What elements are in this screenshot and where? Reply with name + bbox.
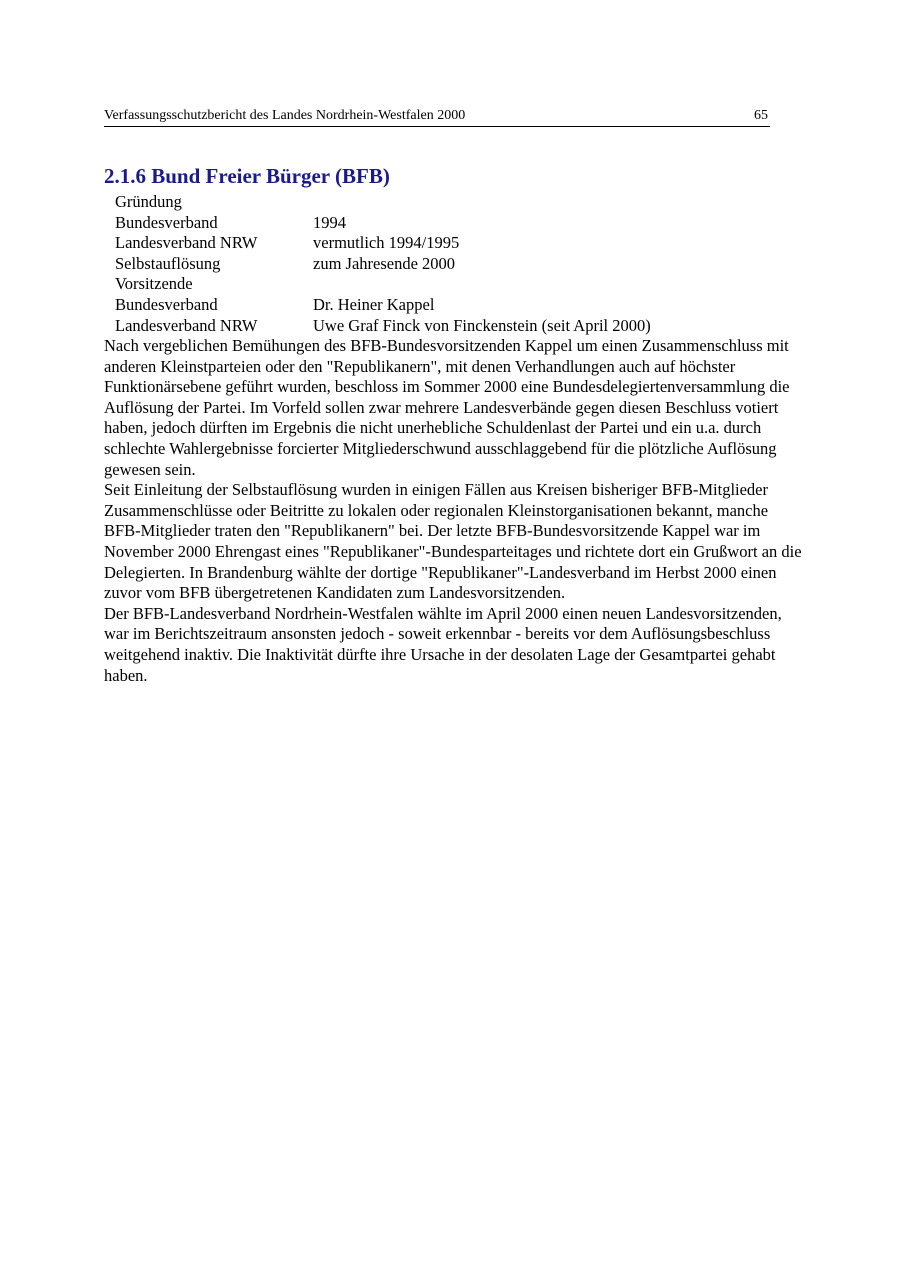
facts-row	[115, 254, 651, 275]
facts-label: Bundesverband	[115, 212, 218, 232]
facts-label: Landesverband NRW	[115, 233, 258, 253]
facts-label: Selbstauflösung	[115, 253, 221, 273]
facts-row	[115, 233, 651, 254]
facts-label: Gründung	[115, 192, 182, 211]
facts-row	[115, 274, 651, 295]
report-title: Verfassungsschutzbericht des Landes Nordrhein-Westfalen 2000	[104, 108, 466, 123]
page-number: 65	[754, 108, 768, 123]
paragraph: Seit Einleitung der Selbstauflösung wurden in einigen Fällen aus Kreisen bisheriger BFB-Mitglieder Zusammenschlüsse oder Beitritte zu lokalen oder regionalen Kleinstorganisationen bekannt, manche BFB-Mitglieder traten den "Republikanern" bei. Der letzte BFB-Bundesvorsitzende Kappel war im November 2000 Ehrengast eines "Republikaner"-Bundesparteitages und richtete dort ein Grußwort an die Delegierten. In Brandenburg wählte der dortige "Republikaner"-Landesverband im Herbst 2000 einen zuvor vom BFB übergetretenen Kandidaten zum Landesvorsitzenden.	[104, 480, 802, 603]
facts-value: zum Jahresende 2000	[313, 253, 456, 273]
paragraph: Nach vergeblichen Bemühungen des BFB-Bundesvorsitzenden Kappel um einen Zusammenschluss mit anderen Kleinstparteien oder den "Republikanern", mit denen Verhandlungen auch auf höchster Funktionärsebene geführt wurden, beschloss im Sommer 2000 eine Bundesdelegiertenversammlung die Auflösung der Partei. Im Vorfeld sollen zwar mehrere Landesverbände gegen diesen Beschluss votiert haben, jedoch dürften im Ergebnis die nicht unerhebliche Schuldenlast der Partei und ein u.a. durch schlechte Wahlergebnisse forcierter Mitgliederschwund ausschlaggebend für die plötzliche Auflösung gewesen sein.	[104, 336, 790, 479]
body-text	[104, 336, 804, 686]
running-header	[104, 107, 770, 127]
facts-value: Uwe Graf Finck von Finckenstein (seit April 2000)	[313, 315, 651, 335]
facts-label: Landesverband NRW	[115, 315, 258, 335]
facts-label: Vorsitzende	[115, 274, 193, 294]
facts-row	[115, 213, 651, 234]
facts-row	[115, 295, 651, 316]
facts-row	[115, 192, 651, 213]
facts-label: Bundesverband	[115, 294, 218, 314]
facts-value: 1994	[313, 212, 346, 232]
facts-value: vermutlich 1994/1995	[313, 233, 460, 253]
section-heading: 2.1.6 Bund Freier Bürger (BFB)	[104, 164, 390, 188]
facts-value: Dr. Heiner Kappel	[313, 294, 435, 314]
paragraph: Der BFB-Landesverband Nordrhein-Westfalen wählte im April 2000 einen neuen Landesvorsitzenden, war im Berichtszeitraum ansonsten jedoch - soweit erkennbar - bereits vor dem Auflösungsbeschluss weitgehend inaktiv. Die Inaktivität dürfte ihre Ursache in der desolaten Lage der Gesamtpartei gehabt haben.	[104, 603, 782, 685]
facts-row	[115, 316, 651, 337]
facts-table	[115, 192, 651, 336]
